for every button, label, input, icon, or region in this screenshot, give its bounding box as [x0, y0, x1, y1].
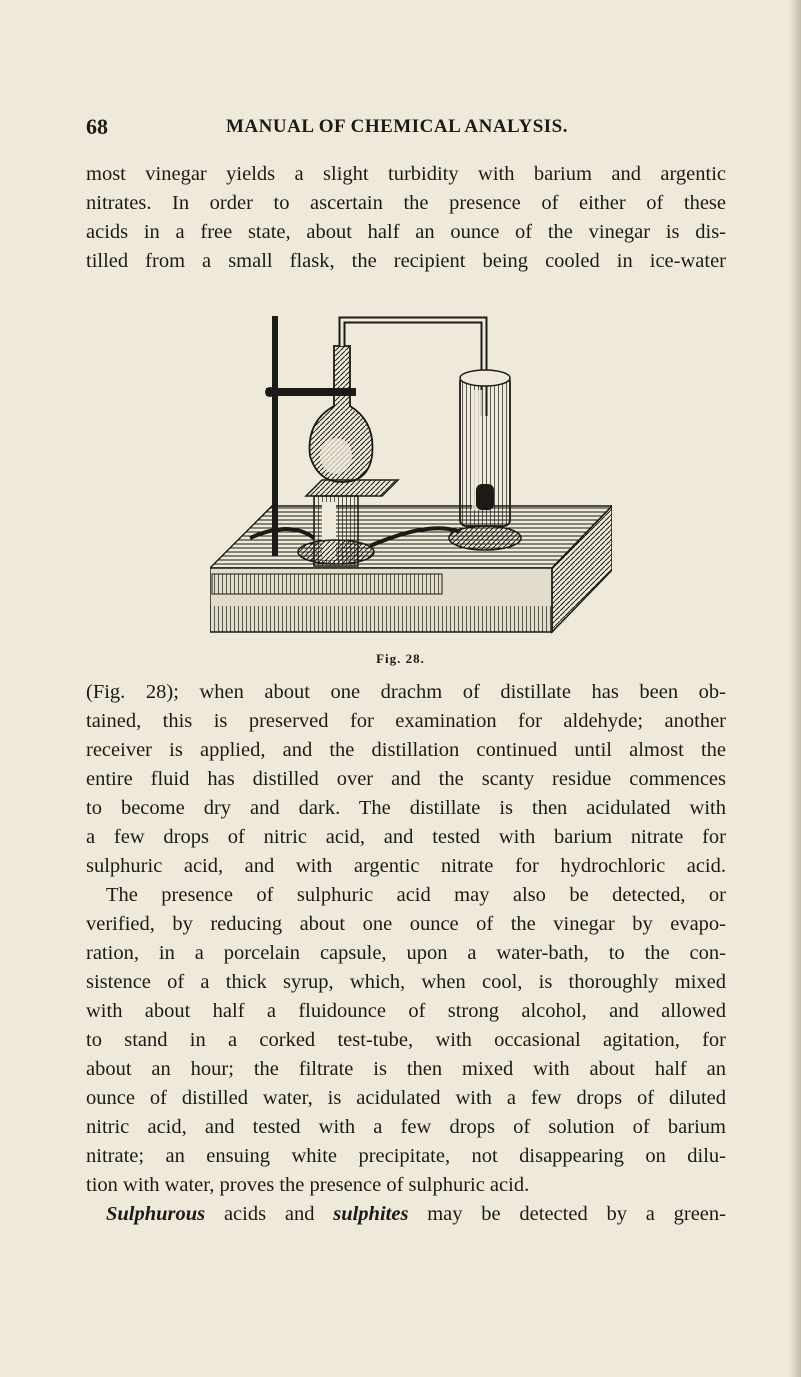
page-number: 68	[86, 114, 108, 139]
text-line: about an hour; the filtrate is then mixed with about half an	[86, 1058, 726, 1080]
text-line: tilled from a small flask, the recipient being cooled in ice-water	[86, 250, 726, 272]
text-fragment: may be detected by a green-	[408, 1203, 726, 1225]
running-head: MANUAL OF CHEMICAL ANALYSIS.	[226, 116, 568, 137]
figure-caption: Fig. 28.	[376, 651, 425, 666]
text-line: to become dry and dark. The distillate is then acidulated with	[86, 797, 726, 819]
text-line: nitrate; an ensuing white precipitate, not disappearing on dilu-	[86, 1145, 726, 1167]
text-fragment: acids and	[205, 1203, 334, 1225]
text-line-final	[86, 1200, 726, 1229]
text-line: acids in a free state, about half an ounce of the vinegar is dis-	[86, 221, 726, 243]
text-line: verified, by reducing about one ounce of the vinegar by evapo-	[86, 913, 726, 935]
text-line: most vinegar yields a slight turbidity with barium and argentic	[86, 163, 726, 185]
page-edge-shadow	[789, 0, 801, 1377]
text-line: ounce of distilled water, is acidulated with a few drops of diluted	[86, 1087, 726, 1109]
text-line: a few drops of nitric acid, and tested with barium nitrate for	[86, 826, 726, 848]
text-line: nitrates. In order to ascertain the presence of either of these	[86, 192, 726, 214]
italic-term: Sulphurous	[106, 1203, 206, 1225]
page-header	[86, 114, 726, 144]
main-paragraph	[86, 678, 726, 1229]
text-line: nitric acid, and tested with a few drops of solution of barium	[86, 1116, 726, 1138]
text-line: entire fluid has distilled over and the scanty residue commences	[86, 768, 726, 790]
text-line: sulphuric acid, and with argentic nitrate for hydrochloric acid.	[86, 855, 726, 877]
distillation-apparatus-illustration	[210, 306, 612, 642]
text-line: ration, in a porcelain capsule, upon a water-bath, to the con-	[86, 942, 726, 964]
text-line: receiver is applied, and the distillation continued until almost the	[86, 739, 726, 761]
text-line: with about half a fluidounce of strong alcohol, and allowed	[86, 1000, 726, 1022]
text-line: The presence of sulphuric acid may also be detected, or	[106, 884, 726, 906]
text-line: (Fig. 28); when about one drachm of distillate has been ob-	[86, 681, 726, 703]
text-line: to stand in a corked test-tube, with occasional agitation, for	[86, 1029, 726, 1051]
text-line: tion with water, proves the presence of sulphuric acid.	[86, 1174, 530, 1196]
text-line: sistence of a thick syrup, which, when cool, is thoroughly mixed	[86, 971, 726, 993]
text-line: tained, this is preserved for examination for aldehyde; another	[86, 710, 726, 732]
italic-term: sulphites	[333, 1203, 409, 1225]
intro-paragraph	[86, 160, 726, 276]
